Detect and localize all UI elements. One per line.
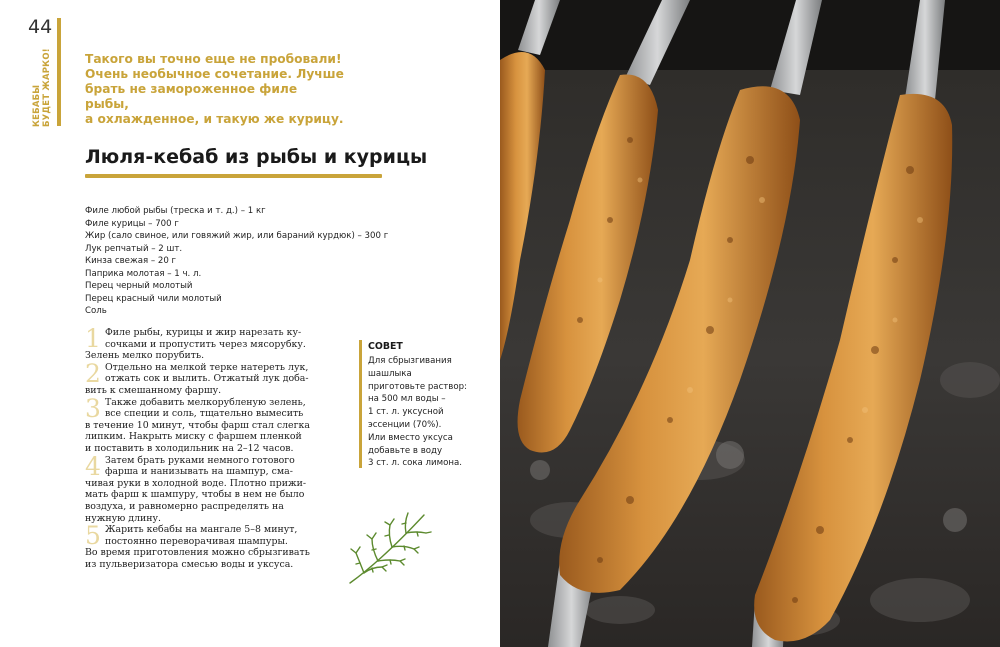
step-number: 4 xyxy=(85,451,101,481)
step-1 xyxy=(85,324,306,362)
step-line: Отдельно на мелкой терке натереть лук, xyxy=(105,361,309,373)
step-4 xyxy=(85,451,307,525)
kebab-photo xyxy=(500,0,1000,647)
title-underline xyxy=(85,174,382,178)
step-5 xyxy=(85,521,310,570)
intro-line: брать не замороженное филе рыбы, xyxy=(85,82,298,111)
ingredients-list xyxy=(85,205,388,318)
step-3 xyxy=(85,393,310,455)
step-2 xyxy=(85,358,309,397)
step-line: липким. Накрыть миску с фаршем пленкой xyxy=(85,431,302,443)
tip-text xyxy=(368,355,467,470)
tip-line: Для сбрызгивания xyxy=(368,356,452,366)
tip-line: приготовьте раствор: xyxy=(368,381,467,392)
step-line: воздуха, и равномерно распределять на xyxy=(85,500,284,512)
ingredient-item: Филе курицы – 700 г xyxy=(85,218,179,229)
ingredient-item: Филе любой рыбы (треска и т. д.) – 1 кг xyxy=(85,206,266,216)
tip-line: 3 ст. л. сока лимона. xyxy=(368,458,462,469)
tip-line: Или вместо уксуса xyxy=(368,432,453,443)
steps-list xyxy=(85,324,310,570)
ingredient-item: Кинза свежая – 20 г xyxy=(85,256,177,266)
ingredient-item: Жир (сало свиное, или говяжий жир, или бараний курдюк) – 300 г xyxy=(85,231,389,241)
tip-line: добавьте в воду xyxy=(368,445,443,456)
dill-sprig-illustration xyxy=(342,505,437,595)
step-number: 5 xyxy=(85,521,101,551)
intro-line: Такого вы точно еще не пробовали! xyxy=(85,52,342,66)
tip-line: на 500 мл воды – xyxy=(368,394,446,405)
intro-line: Очень необычное сочетание. Лучше xyxy=(85,67,344,81)
step-line: отжать сок и вылить. Отжатый лук доба- xyxy=(105,373,309,385)
vertical-accent-bar xyxy=(57,18,61,126)
tip-title: СОВЕТ xyxy=(368,341,403,352)
tip-line: эссенции (70%). xyxy=(368,419,442,430)
step-line: постоянно переворачивая шампуры. xyxy=(105,535,288,547)
intro-text xyxy=(85,52,345,127)
step-line: нужную длину. xyxy=(85,512,162,524)
step-line: чивая руки в холодной воде. Плотно прижи- xyxy=(85,477,307,489)
step-line: Во время приготовления можно сбрызгивать xyxy=(85,547,310,559)
step-line: из пульверизатора смесью воды и уксуса. xyxy=(85,558,294,570)
step-line: Также добавить мелкорубленую зелень, xyxy=(105,396,306,408)
step-line: все специи и соль, тщательно вымесить xyxy=(105,408,304,420)
tip-line: 1 ст. л. уксусной xyxy=(368,407,444,418)
right-page-photo xyxy=(500,0,1000,647)
ingredient-item: Перец черный молотый xyxy=(85,281,193,291)
step-line: вить к смешанному фаршу. xyxy=(85,384,222,396)
step-line: мать фарш к шампуру, чтобы в нем не было xyxy=(85,489,305,501)
step-number: 2 xyxy=(85,358,101,388)
ingredient-item: Лук репчатый – 2 шт. xyxy=(85,243,183,254)
step-line: Затем брать руками немного готового xyxy=(105,454,295,466)
section-label-line: БУДЕТ ЖАРКО! xyxy=(42,48,52,127)
step-line: Зелень мелко порубить. xyxy=(85,350,205,362)
intro-line: а охлажденное, и такую же курицу. xyxy=(85,112,344,126)
section-label-line: КЕБАБЫ xyxy=(32,84,42,127)
ingredient-item: Паприка молотая – 1 ч. л. xyxy=(85,268,202,279)
section-label xyxy=(32,17,52,127)
step-number: 3 xyxy=(85,393,101,423)
step-line: сочками и пропустить через мясорубку. xyxy=(105,338,306,350)
step-line: Филе рыбы, курицы и жир нарезать ку- xyxy=(105,327,302,338)
step-line: и поставить в холодильник на 2–12 часов. xyxy=(85,442,294,454)
step-line: в течение 10 минут, чтобы фарш стал слегка xyxy=(85,419,310,431)
tip-line: шашлыка xyxy=(368,368,412,379)
recipe-title: Люля-кебаб из рыбы и курицы xyxy=(85,146,428,168)
ingredient-item: Перец красный чили молотый xyxy=(85,293,222,304)
step-line: Жарить кебабы на мангале 5–8 минут, xyxy=(105,524,298,536)
step-line: фарша и нанизывать на шампур, сма- xyxy=(105,466,293,478)
page-number: 44 xyxy=(28,16,53,38)
ingredient-item: Соль xyxy=(85,306,107,316)
step-number: 1 xyxy=(85,324,101,353)
tip-accent-bar xyxy=(359,340,362,468)
